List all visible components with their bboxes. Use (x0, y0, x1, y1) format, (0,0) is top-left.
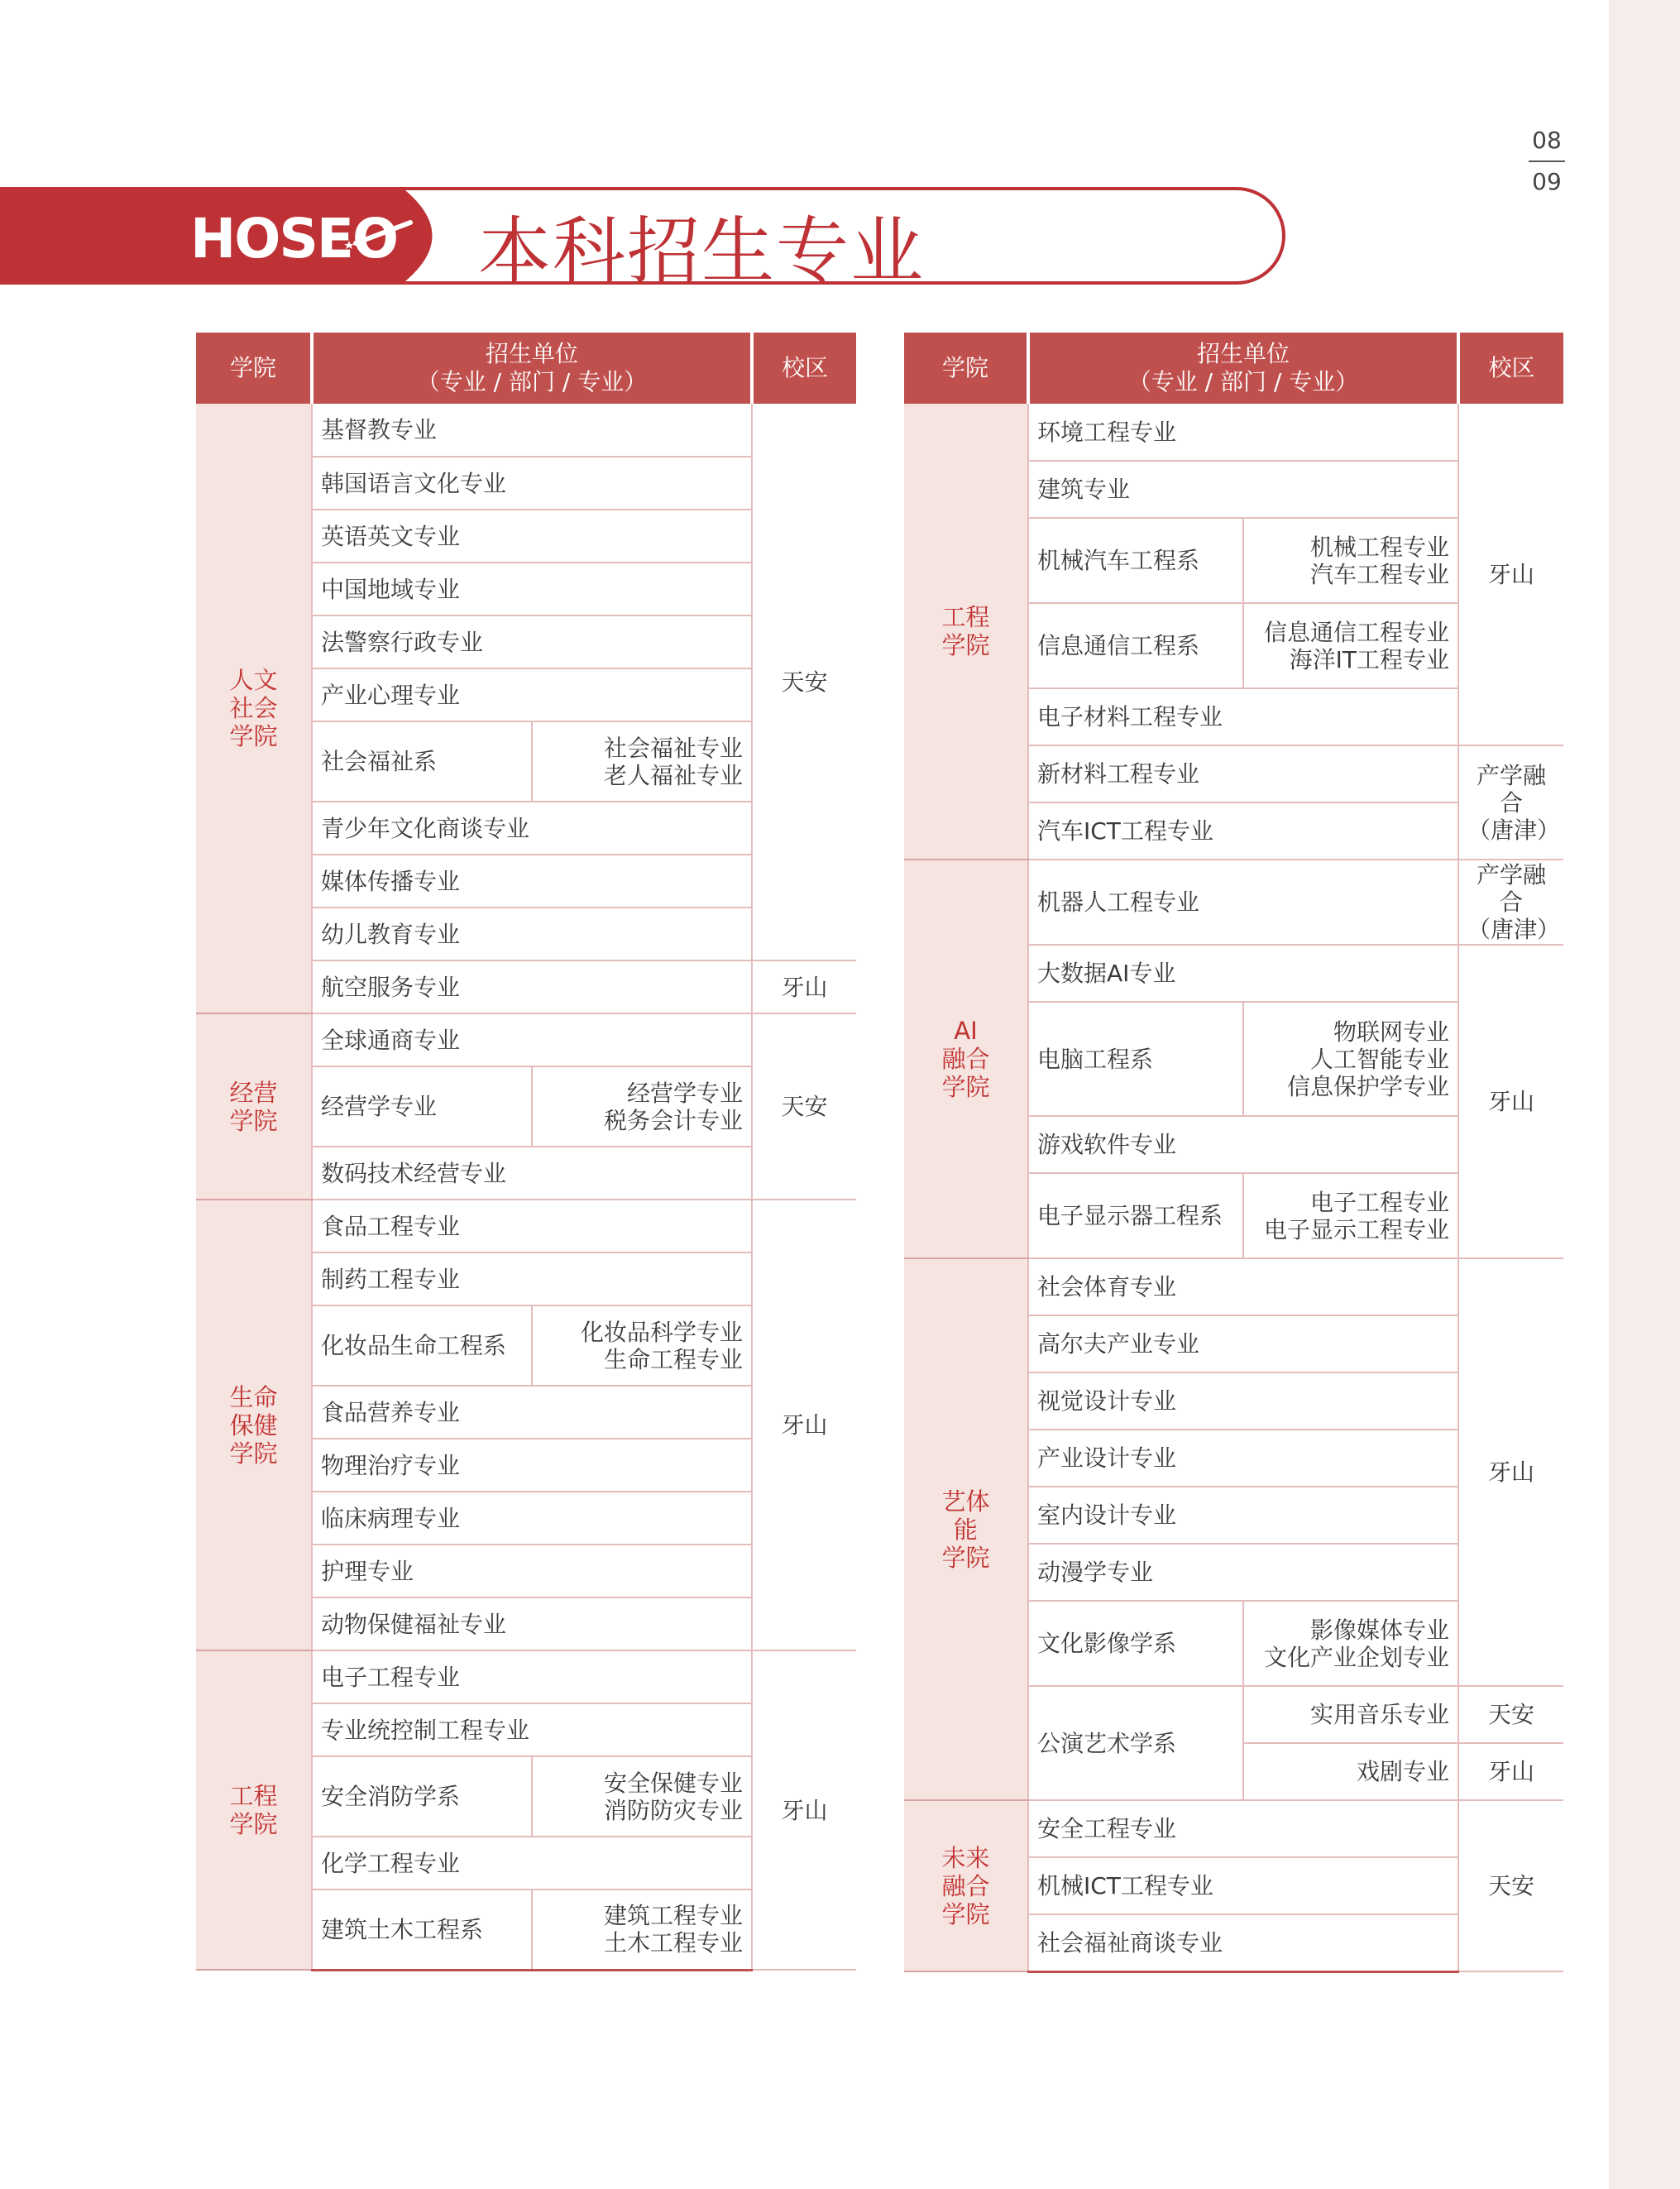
header-unit-line2: （专业 / 部门 / 专业） (416, 368, 648, 395)
table-header-row (904, 333, 1563, 404)
campus-cell: 天安 (1458, 1686, 1563, 1743)
sub-major-cell: 影像媒体专业 文化产业企划专业 (1243, 1601, 1458, 1686)
header-campus: 校区 (1458, 333, 1563, 404)
unit-cell: 动物保健福祉专业 (312, 1597, 752, 1650)
unit-cell: 化学工程专业 (312, 1837, 752, 1890)
college-cell: AI 融合 学院 (904, 860, 1028, 1258)
page-title: 本科招生专业 (478, 208, 926, 294)
unit-cell: 物理治疗专业 (312, 1439, 752, 1492)
unit-cell: 制药工程专业 (312, 1253, 752, 1305)
campus-cell: 牙山 (752, 1200, 856, 1650)
header-campus: 校区 (752, 333, 856, 404)
unit-cell: 临床病理专业 (312, 1492, 752, 1545)
unit-cell: 电子材料工程专业 (1028, 688, 1458, 745)
unit-cell: 建筑土木工程系 (312, 1890, 532, 1970)
unit-cell: 新材料工程专业 (1028, 745, 1458, 802)
college-cell: 生命 保健 学院 (196, 1200, 312, 1650)
table-row (904, 1258, 1563, 1315)
header-unit-line1: 招生单位 (486, 340, 579, 367)
header-college: 学院 (196, 333, 312, 404)
campus-cell: 牙山 (1458, 1258, 1563, 1686)
sub-major-cell: 戏剧专业 (1243, 1743, 1458, 1800)
unit-cell: 产业设计专业 (1028, 1430, 1458, 1487)
unit-cell: 游戏软件专业 (1028, 1116, 1458, 1173)
page-number (1522, 124, 1572, 199)
unit-cell: 电子显示器工程系 (1028, 1173, 1243, 1258)
campus-cell: 牙山 (1458, 404, 1563, 745)
unit-cell: 大数据AI专业 (1028, 945, 1458, 1002)
sub-major-cell: 化妆品科学专业 生命工程专业 (532, 1305, 752, 1386)
campus-cell: 牙山 (1458, 1743, 1563, 1800)
unit-cell: 幼儿教育专业 (312, 908, 752, 960)
majors-table-left (196, 333, 856, 1971)
campus-cell: 天安 (752, 404, 856, 960)
sub-major-cell: 电子工程专业 电子显示工程专业 (1243, 1173, 1458, 1258)
unit-cell: 食品工程专业 (312, 1200, 752, 1253)
table-header-row (196, 333, 856, 404)
campus-cell: 牙山 (752, 1650, 856, 1970)
unit-cell: 韩国语言文化专业 (312, 457, 752, 510)
unit-cell: 中国地域专业 (312, 563, 752, 616)
unit-cell: 动漫学专业 (1028, 1544, 1458, 1601)
unit-cell: 航空服务专业 (312, 960, 752, 1013)
unit-cell: 电脑工程系 (1028, 1002, 1243, 1116)
page-number-right: 09 (1532, 168, 1562, 195)
unit-cell: 机械ICT工程专业 (1028, 1857, 1458, 1914)
unit-cell: 社会体育专业 (1028, 1258, 1458, 1315)
sub-major-cell: 物联网专业 人工智能专业 信息保护学专业 (1243, 1002, 1458, 1116)
unit-cell: 汽车ICT工程专业 (1028, 802, 1458, 860)
campus-cell: 产学融合 （唐津） (1458, 745, 1563, 860)
unit-cell: 电子工程专业 (312, 1650, 752, 1703)
table-row (196, 1650, 856, 1703)
unit-cell: 护理专业 (312, 1545, 752, 1597)
unit-cell: 全球通商专业 (312, 1013, 752, 1066)
unit-cell: 视觉设计专业 (1028, 1372, 1458, 1430)
header-unit (1028, 333, 1458, 404)
unit-cell: 安全消防学系 (312, 1756, 532, 1837)
table-row (196, 1013, 856, 1066)
unit-cell: 专业统控制工程专业 (312, 1703, 752, 1756)
header-unit (312, 333, 752, 404)
unit-cell: 法警察行政专业 (312, 616, 752, 668)
header-unit-line1: 招生单位 (1197, 340, 1290, 367)
unit-cell: 文化影像学系 (1028, 1601, 1243, 1686)
sub-major-cell: 建筑工程专业 土木工程专业 (532, 1890, 752, 1970)
table-row (904, 860, 1563, 945)
page-number-divider (1529, 160, 1565, 162)
unit-cell: 公演艺术学系 (1028, 1686, 1243, 1800)
brand-logo: HOSEO (190, 207, 398, 271)
unit-cell: 媒体传播专业 (312, 855, 752, 908)
unit-cell: 社会福祉系 (312, 721, 532, 802)
campus-cell: 产学融合 （唐津） (1458, 860, 1563, 945)
college-cell: 人文 社会 学院 (196, 404, 312, 1013)
unit-cell: 数码技术经营专业 (312, 1147, 752, 1200)
campus-cell: 牙山 (752, 960, 856, 1013)
header-unit-line2: （专业 / 部门 / 专业） (1127, 368, 1359, 395)
college-cell: 工程 学院 (904, 404, 1028, 860)
sub-major-cell: 机械工程专业 汽车工程专业 (1243, 518, 1458, 603)
campus-cell: 天安 (1458, 1800, 1563, 1971)
table-row (904, 404, 1563, 461)
sub-major-cell: 经营学专业 税务会计专业 (532, 1066, 752, 1147)
table-row (196, 404, 856, 457)
unit-cell: 化妆品生命工程系 (312, 1305, 532, 1386)
unit-cell: 高尔夫产业专业 (1028, 1315, 1458, 1372)
unit-cell: 机器人工程专业 (1028, 860, 1458, 945)
college-cell: 工程 学院 (196, 1650, 312, 1970)
table-row (196, 1200, 856, 1253)
sub-major-cell: 实用音乐专业 (1243, 1686, 1458, 1743)
unit-cell: 建筑专业 (1028, 461, 1458, 518)
unit-cell: 产业心理专业 (312, 668, 752, 721)
campus-cell: 牙山 (1458, 945, 1563, 1258)
unit-cell: 室内设计专业 (1028, 1487, 1458, 1544)
unit-cell: 经营学专业 (312, 1066, 532, 1147)
unit-cell: 基督教专业 (312, 404, 752, 457)
unit-cell: 社会福祉商谈专业 (1028, 1914, 1458, 1971)
college-cell: 经营 学院 (196, 1013, 312, 1200)
unit-cell: 安全工程专业 (1028, 1800, 1458, 1857)
unit-cell: 信息通信工程系 (1028, 603, 1243, 688)
header-college: 学院 (904, 333, 1028, 404)
college-cell: 未来 融合 学院 (904, 1800, 1028, 1971)
sub-major-cell: 社会福祉专业 老人福祉专业 (532, 721, 752, 802)
table-row (904, 1800, 1563, 1857)
unit-cell: 英语英文专业 (312, 510, 752, 563)
majors-table-right (904, 333, 1563, 1973)
side-strip (1609, 0, 1680, 2189)
college-cell: 艺体 能 学院 (904, 1258, 1028, 1800)
unit-cell: 食品营养专业 (312, 1386, 752, 1439)
unit-cell: 青少年文化商谈专业 (312, 802, 752, 855)
sub-major-cell: 安全保健专业 消防防灾专业 (532, 1756, 752, 1837)
page-number-left: 08 (1532, 127, 1562, 154)
unit-cell: 环境工程专业 (1028, 404, 1458, 461)
sub-major-cell: 信息通信工程专业 海洋IT工程专业 (1243, 603, 1458, 688)
campus-cell: 天安 (752, 1013, 856, 1200)
unit-cell: 机械汽车工程系 (1028, 518, 1243, 603)
